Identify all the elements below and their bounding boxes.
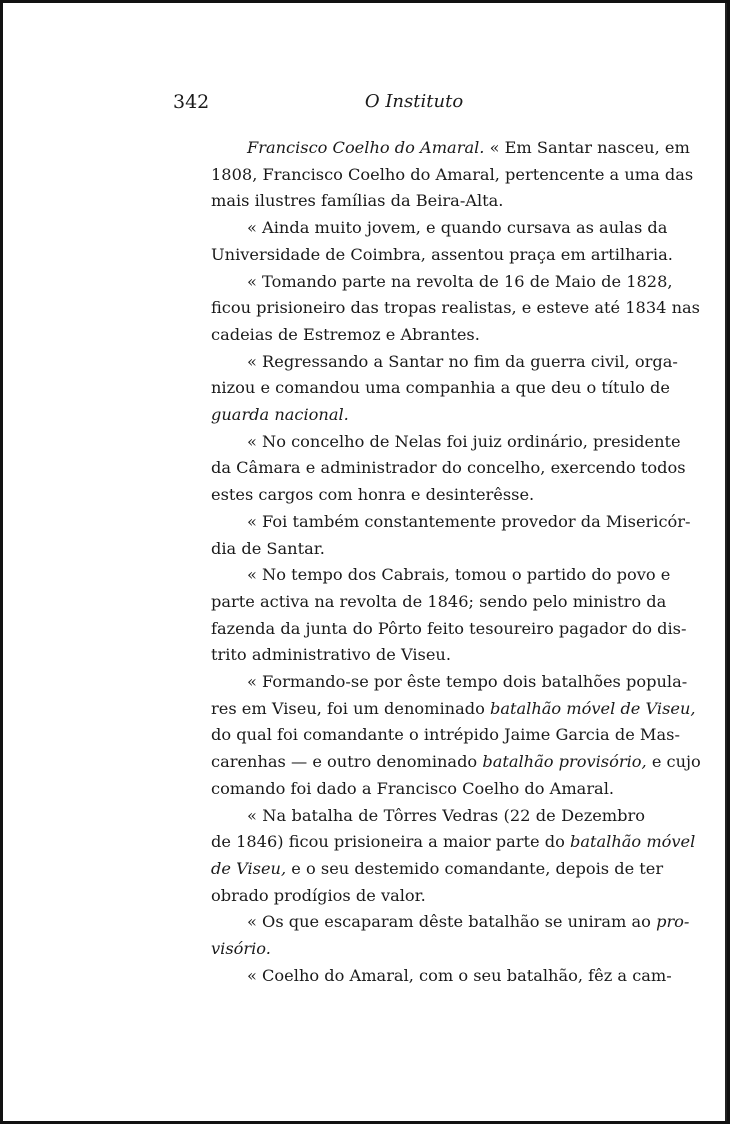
paragraph — [175, 509, 691, 562]
text-run: e o seu destemido comandante, depois de ter — [286, 858, 664, 878]
page-number: 342 — [173, 91, 210, 113]
running-title: O Instituto — [364, 91, 464, 112]
text-line: « Ainda muito jovem, e quando cursava as aulas da — [247, 218, 668, 238]
text-line: parte activa na revolta de 1846; sendo pelo ministro da — [211, 591, 667, 611]
paragraph — [175, 215, 673, 268]
paragraph — [175, 562, 687, 669]
text-line — [175, 749, 701, 776]
text-line: « No concelho de Nelas foi juiz ordinário, presidente — [247, 431, 681, 451]
text-line: cadeias de Estremoz e Abrantes. — [211, 324, 480, 344]
text-line: obrado prodígios de valor. — [211, 885, 426, 905]
italic-term: batalhão móvel de Viseu, — [489, 698, 696, 718]
paragraph — [175, 269, 700, 349]
text-line: « Foi também constantemente provedor da Misericór- — [247, 511, 691, 531]
text-line: « Tomando parte na revolta de 16 de Maio de 1828, — [247, 271, 673, 291]
text-run: carenhas — e outro denominado — [211, 752, 483, 772]
text-line: da Câmara e administrador do concelho, exercendo todos — [211, 458, 686, 478]
text-line: « Formando-se por êste tempo dois batalhões popula- — [247, 672, 688, 692]
text-line: Universidade de Coimbra, assentou praça em artilharia. — [211, 244, 673, 264]
text-line: « Regressando a Santar no fim da guerra civil, orga- — [247, 351, 678, 371]
text-line — [175, 856, 664, 883]
paragraph — [175, 669, 701, 803]
text-line — [175, 696, 696, 723]
paragraph — [175, 909, 690, 962]
text-line — [175, 909, 690, 936]
text-line: do qual foi comandante o intrépido Jaime Garcia de Mas- — [211, 725, 680, 745]
text-run: « Em Santar nasceu, em — [484, 138, 690, 157]
text-line — [175, 829, 696, 856]
paragraph — [175, 349, 678, 429]
text-run: de 1846) ficou prisioneira a maior parte do — [211, 832, 570, 852]
text-line: « Na batalha de Tôrres Vedras (22 de Dezembro — [247, 805, 645, 825]
text-line: ficou prisioneiro das tropas realistas, e esteve até 1834 nas — [211, 298, 700, 318]
text-line: « No tempo dos Cabrais, tomou o partido do povo e — [247, 565, 671, 585]
text-line: guarda nacional. — [211, 405, 349, 425]
body-text — [175, 135, 701, 990]
text-run: res em Viseu, foi um denominado — [211, 698, 490, 718]
person-name-italic: Francisco Coelho do Amaral. — [247, 138, 485, 157]
text-run: « Os que escaparam dêste batalhão se uniram ao — [247, 912, 657, 932]
italic-term: batalhão provisório, — [482, 752, 647, 772]
paragraph — [175, 135, 694, 215]
text-line: 1808, Francisco Coelho do Amaral, pertencente a uma das — [211, 164, 694, 184]
text-line: mais ilustres famílias da Beira-Alta. — [211, 191, 504, 211]
text-line: estes cargos com honra e desinterêsse. — [211, 485, 535, 505]
text-line: trito administrativo de Viseu. — [211, 645, 452, 665]
page-header — [173, 91, 645, 117]
paragraph — [175, 429, 686, 509]
text-line: fazenda da junta do Pôrto feito tesoureiro pagador do dis- — [211, 618, 687, 638]
text-line: visório. — [211, 939, 271, 959]
italic-term: batalhão móvel — [570, 832, 696, 852]
text-line: comando foi dado a Francisco Coelho do Amaral. — [211, 778, 615, 798]
paragraph — [175, 803, 696, 910]
italic-term: de Viseu, — [211, 858, 287, 878]
paragraph — [175, 963, 672, 990]
text-run: e cujo — [646, 752, 701, 772]
text-line — [175, 135, 690, 162]
text-line: « Coelho do Amaral, com o seu batalhão, fêz a cam- — [247, 965, 672, 985]
italic-term: pro- — [656, 912, 690, 932]
text-line: nizou e comandou uma companhia a que deu o título de — [211, 378, 670, 398]
text-line: dia de Santar. — [211, 538, 325, 558]
